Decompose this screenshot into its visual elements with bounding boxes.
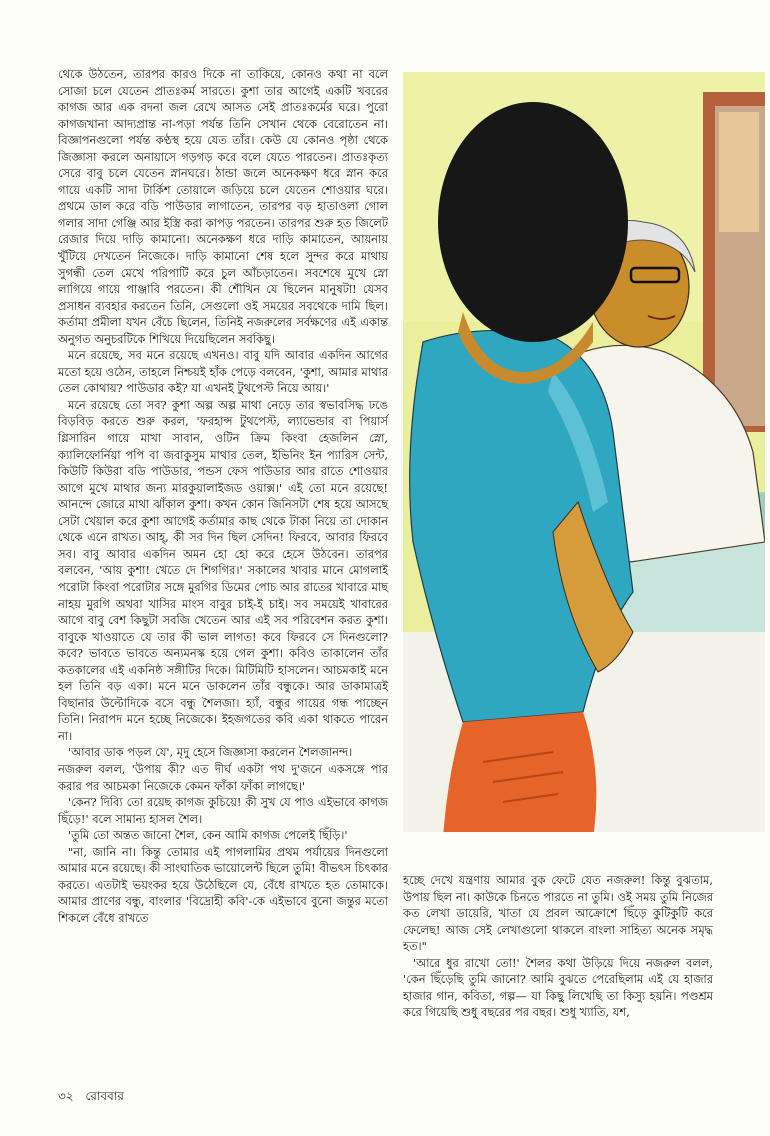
page-number: ৩২ (58, 1089, 74, 1103)
story-illustration (403, 72, 765, 838)
paragraph: "না, জানি না। কিন্তু তোমার এই পাগলামির প্রথম পর্যায়ের দিনগুলো আমার মনে রয়েছে। কী সাংঘাতিক ভায়োলেন্ট ছিলে তুমি! বীভৎস চিৎকার করতে। এতটাই ভয়ংকর হয়ে উঠেছিলে যে, বেঁধে রাখতে হত তোমাকে। আমার প্রাণের বন্ধু, বাংলার 'বিদ্রোহী কবি'-কে এইভাবে বুনো জন্তুর মতো শিকলে বেঁধে রাখতে (58, 844, 388, 925)
magazine-name: রোববার (85, 1089, 124, 1103)
paragraph: হচ্ছে দেখে যন্ত্রণায় আমার বুক ফেটে যেত নজরুল! কিন্তু বুঝতাম, উপায় ছিল না। কাউকে চিনতে পারতে না তুমি। ওই সময় তুমি নিজের কত লেখা ডায়েরি, খাতা যে প্রবল আক্রোশে ছিঁড়ে কুটিকুটি করে ফেলেছ! আজ সেই লেখাগুলো থাকলে বাংলা সাহিত্য অনেক সমৃদ্ধ হত।" (403, 873, 713, 954)
paragraph: নজরুল বলল, 'উপায় কী? এত দীর্ঘ একটা পথ দু'জনে একসঙ্গে পার করার পর আচমকা নিজেকে কেমন ফাঁকা ফাঁকা লাগছে।' (58, 761, 388, 793)
paragraph: থেকে উঠতেন, তারপর কারও দিকে না তাকিয়ে, কোনও কথা না বলে সোজা চলে যেতেন প্রাতঃকর্ম সারতে। কুশা তার আগেই একটি খবরের কাগজ আর এক বদনা জল রেখে আসত সেই প্রাতঃকর্মের ঘরে। পুরো কাগজখানা আদ্যপ্রান্ত না-পড়া পর্যন্ত তিনি সেখান থেকে বেরোতেন না। বিজ্ঞাপনগুলো পর্যন্ত কণ্ঠস্থ হয়ে যেত তাঁর। কেউ যে কোনও পৃষ্ঠা থেকে জিজ্ঞাসা করলে অনায়াসে গড়গড় করে বলে যেতে পারতেন। প্রাতঃকৃত্য সেরে বাবু চলে যেতেন স্নানঘরে। ঠান্ডা জলে অনেকক্ষণ ধরে স্নান করে গায়ে একটি সাদা টার্কিশ তোয়ালে জড়িয়ে চলে যেতেন শোওয়ার ঘরে। প্রথমে ডাল করে বডি পাউডার লাগাতেন, তারপর বড় হাতাওলা গোল গলার সাদা গেঞ্জি আর ইস্ত্রি করা কাপড় পরতেন। তারপর শুরু হত জিলেট রেজার দিয়ে দাড়ি কামানো। অনেকক্ষণ ধরে দাড়ি কামাতেন, আয়নায় খুঁটিয়ে দেখতেন নিজেকে। দাড়ি কামানো শেষ হলে সুন্দর করে মাথায় সুগন্ধী তেল মেখে পরিপাটি করে চুল আঁচড়াতেন। সবশেষে মুখে স্নো লাগিয়ে গায়ে পাঞ্জাবি পরতেন। কী শৌখিন যে ছিলেন মানুষটা! যেসব প্রসাধন ব্যবহার করতেন তিনি, সেগুলো ওই সময়ের সবথেকে দামি ছিল। কর্তামা প্রমীলা যখন বেঁচে ছিলেন, তিনিই নজরুলের সর্বক্ষণের এই একান্ত অনুগত অনুচরটিকে শিখিয়ে দিয়েছিলেন সবকিছু। (58, 67, 388, 346)
paragraph: মনে রয়েছে তো সব? কুশা অল্প অল্প মাথা নেড়ে তার স্বভাবসিদ্ধ ঢঙে বিড়বিড় করতে শুরু করল, 'ফরহান্স টুথপেস্ট, ল্যাভেন্ডার বা পিয়ার্স গ্লিসারিন গায়ে মাখা সাবান, ওটিন ক্রিম কিংবা হেজলিন স্নো, ক্যালিফোর্নিয়া পপি বা জবাকুসুম মাথার তেল, ইভিনিং ইন প্যারিস সেন্ট, কিউটি কিউরা বডি পাউডার, পন্ডস ফেস পাউডার আর রাতে শোওয়ার আগে মুখে মাথার জন্য মারকুয়ালাইজড ওয়াক্স।' এই তো মনে রয়েছে! আনন্দে জোরে মাথা ঝাঁকাল কুশা। কখন কোন জিনিসটা শেষ হয়ে আসছে সেটা খেয়াল করে কুশা আগেই কর্তামার কাছ থেকে টাকা নিয়ে তা দোকান থেকে এনে রাখত। আহ্, কী সব দিন ছিল সেদিন! ফিরবে, আবার ফিরবে সব। বাবু আবার একদিন অমন হো হো করে হেসে উঠবেন। তারপর বলবেন, 'আয় কুশা! খেতে দে শিগগির।' সকালের খাবার মানে মোগলাই পরোটা কিংবা পরোটার সঙ্গে মুরগির ডিমের পোচ আর রাতের খাবারে মাছ নাহয় মুরগি অথবা খাসির মাংস বাবুর চাই-ই চাই। সব সময়েই খাবারের আগে বাবু বেশ কিছুটা সবজি খেতেন আর এই সব পরিবেশন করত কুশা। বাবুকে খাওয়াতে যে তার কী ভাল লাগত! কবে ফিরবে সে দিনগুলো? কবে? ভাবতে ভাবতে অন্যমনস্ক হয়ে গেল কুশা। কবিও তাকালেন তাঁর কতকালের এই একনিষ্ঠ সঙ্গীটির দিকে। মিটিমিটি হাসলেন। আচমকাই মনে হল তিনি বড় একা। মনে মনে ডাকলেন তাঁর বন্ধুকে। আর ডাকামাত্রই বিছানার উল্টোদিকে বসে বন্ধু শৈলজা। হ্যাঁ, বন্ধুর গায়ের গন্ধ পাচ্ছেন তিনি। নিরাপদ মনে হচ্ছে নিজেকে। ইহজগতের কবি একা থাকতে পারেন না। (58, 397, 388, 743)
paragraph: 'আরে ধুর রাখো তো!' শৈলর কথা উড়িয়ে দিয়ে নজরুল বলল, 'কেন ছিঁড়েছি তুমি জানো? আমি বুঝতে পেরেছিলাম এই যে হাজার হাজার গান, কবিতা, গল্প— যা কিছু লিখেছি তা কিস্যু হয়নি। পণ্ডশ্রম করে গিয়েছি শুধু বছরের পর বছর। শুধু খ্যাতি, যশ, (403, 955, 713, 1020)
paragraph: 'আবার ডাক পড়ল যে', মৃদু হেসে জিজ্ঞাসা করলেন শৈলজানন্দ। (68, 745, 353, 760)
page-footer (58, 1088, 132, 1108)
paragraph: মনে রয়েছে, সব মনে রয়েছে এখনও। বাবু যদি আবার একদিন আগের মতো হয়ে ওঠেন, তাহলে নিশ্চয়ই হাঁক পেড়ে বলবেন, 'কুশা, আমার মাথার তেল কোথায়? পাউডার কই? যা এখনই টুথপেস্ট নিয়ে আয়।' (58, 348, 388, 396)
paragraph: 'তুমি তো অন্তত জানো শৈল, কেন আমি কাগজ পেলেই ছিঁড়ি।' (68, 828, 348, 843)
paragraph: 'কেন? দিব্যি তো রয়েছ কাগজ কুচিয়ে! কী সুখ যে পাও এইভাবে কাগজ ছিঁড়ে!' বলে সামান্য হাসল শৈল। (58, 795, 388, 826)
left-text-column (58, 66, 388, 926)
right-text-column (403, 872, 713, 1021)
